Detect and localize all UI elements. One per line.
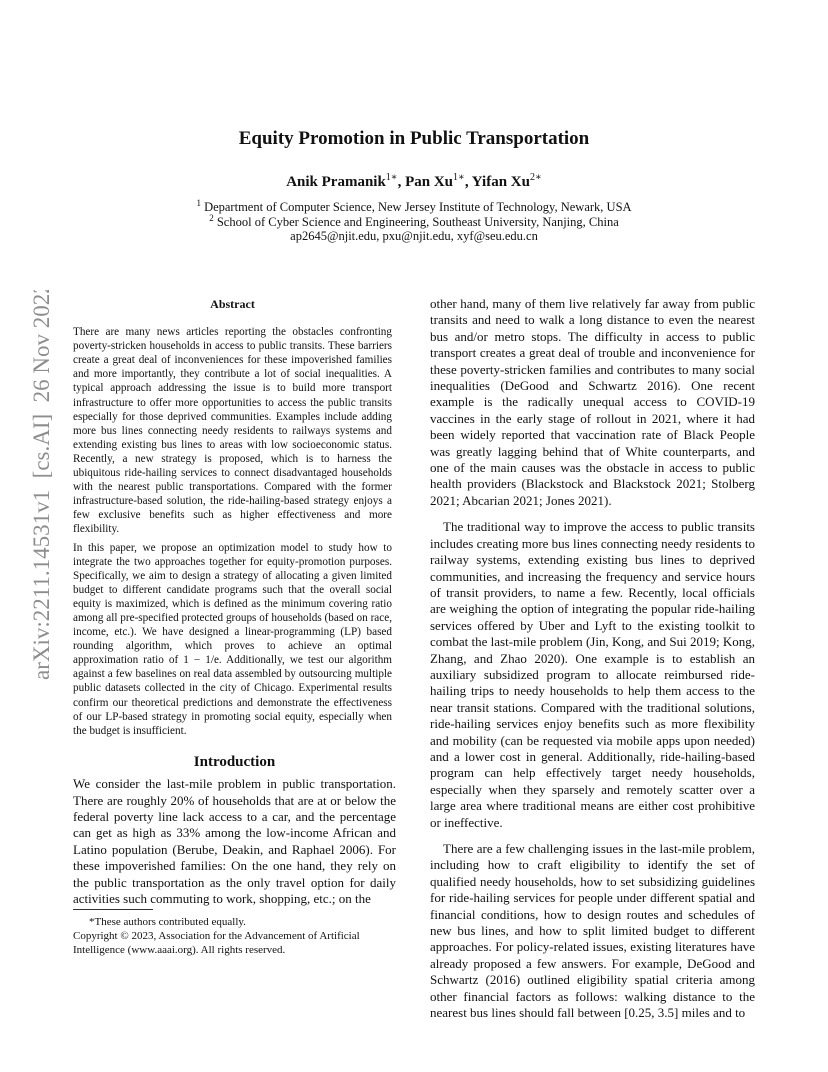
- body-paragraph: The traditional way to improve the access to public transits includes creating more bus lines connecting needy residents to railway systems, extending existing bus lines to deprived communities, and increasing the frequency and service hours of transit providers, to name a few. Recently, local officials are weighing the option of integrating the popular ride-hailing services offered by Uber and Lyft to the existing toolkit to combat the last-mile problem (Jin, Kong, and Sui 2019; Kong, Zhang, and Zhao 2020). One example is to establish an auxiliary subsidized program to allocate reimbursed ride-hailing trips to needy households to help them access to the near transit stations. Compared with the traditional solutions, ride-hailing services enjoy benefits such as more flexibility and mobility (can be requested via mobile apps upon needed) and a lower cost in general. Additionally, ride-hailing-based program can help effectively target needy households, especially when they sparsely and remotely scatter over a large area where traditional means are either cost prohibitive or ineffective.: [430, 519, 755, 830]
- author-marker: 1∗: [453, 172, 465, 183]
- author-marker: 1∗: [385, 172, 398, 183]
- affiliation-text: School of Cyber Science and Engineering, Southeast University, Nanjing, China: [216, 215, 619, 230]
- author-name: Yifan Xu: [471, 174, 530, 190]
- abstract-paragraph: There are many news articles reporting the obstacles confronting poverty-stricken households in access to public transits. These barriers create a great deal of inconveniences for these impoverished families and more importantly, they contribute a lot of social inequalities. A typical approach addressing the issue is to build more transport infrastructure to offer more opportunities to access the public transits especially for those deprived communities. Examples include adding more bus lines connecting needy residents to railways systems and extending existing bus lines to areas with low socioeconomic status. Recently, a new strategy is proposed, which is to harness the ubiquitous ride-hailing services to connect disadvantaged households with the nearest public transportations. Compared with the former infrastructure-based solution, the ride-hailing-based strategy enjoys a few exclusive benefits such as higher effectiveness and more flexibility.: [73, 326, 392, 536]
- paper-title: Equity Promotion in Public Transportation: [238, 128, 590, 149]
- affiliation-marker: 2: [209, 213, 214, 223]
- abstract-heading: Abstract: [210, 297, 255, 311]
- arxiv-stamp-text: arXiv:2211.14531v1 [cs.AI] 26 Nov 2022: [29, 290, 54, 680]
- author-name: Pan Xu: [405, 174, 454, 190]
- arxiv-identifier-stamp: [22, 290, 72, 680]
- author-name: Anik Pramanik: [286, 174, 386, 190]
- abstract-section: [73, 297, 396, 738]
- affiliation-marker: 1: [196, 198, 201, 208]
- author-list: Anik Pramanik$^{1∗}$, Pan $Xu^{1∗}$, Yifan $Xu^{2∗}$: [286, 172, 542, 190]
- author-emails: ap2645@njit.edu, pxu@njit.edu, xyf@seu.edu.cn: [290, 229, 538, 243]
- footnote-copyright: Copyright © 2023, Association for the Advancement of Artificial Intelligence (www.aaai.org). All rights reserved.: [73, 930, 360, 956]
- introduction-section: [73, 754, 396, 908]
- right-column: [430, 296, 755, 1021]
- body-paragraph: other hand, many of them live relatively far away from public transits and need to walk a long distance to even the nearest bus and/or metro stops. The difficulty in access to public transport creates a great deal of trouble and inconvenience for these poverty-stricken families and contributes to many social inequalities (DeGood and Schwartz 2016). One recent example is the radically unequal access to COVID-19 vaccines in the early stage of rollout in 2021, where it had been widely reported that vaccination rate of Black People was greatly lagging behind that of White counterparts, and one of the main causes was the obstacle in access to public health providers (Blackstock and Blackstock 2021; Stolberg 2021; Abcarian 2021; Jones 2021).: [430, 296, 755, 508]
- left-column: [73, 297, 396, 907]
- footnote-divider: [73, 909, 153, 910]
- footnote-equal-contribution: *These authors contributed equally.: [89, 916, 246, 928]
- affiliation-text: Department of Computer Science, New Jersey Institute of Technology, Newark, USA: [204, 200, 632, 215]
- body-paragraph: There are a few challenging issues in the last-mile problem, including how to craft eligibility to identify the set of qualified needy households, how to set subsidizing guidelines for ride-hailing services for people under different spatial and financial conditions, how to design routes and schedules of new bus lines, and how to split limited budget to different approaches. For policy-related issues, existing literatures have already proposed a few answers. For example, DeGood and Schwartz (2016) outlined eligibility spatial criteria among other financial factors as follows: walking distance to the nearest bus lines should fall between [0.25, 3.5] miles and to: [430, 841, 755, 1021]
- author-marker: 2∗: [530, 172, 542, 183]
- introduction-paragraph: We consider the last-mile problem in public transportation. There are roughly 20% of households that are at or below the federal poverty line lack access to a car, and the percentage can get as high as 33% among the low-income African and Latino population (Berube, Deakin, and Raphael 2006). For these impoverished families: On the one hand, they rely on the public transportation as the only travel option for daily activities such commuting to work, shopping, etc.; on the: [73, 776, 396, 907]
- affiliation-2: [0, 213, 828, 230]
- abstract-paragraph: In this paper, we propose an optimization model to study how to integrate the two approaches together for equity-promotion purposes. Specifically, we aim to design a strategy of allocating a given limited budget to different candidate programs such that the overall social equity is maximized, which is defined as the minimum covering ratio among all pre-specified protected groups of households (based on race, income, etc.). We have designed a linear-programming (LP) based rounding algorithm, which proves to achieve an optimal approximation ratio of 1 − 1/e. Additionally, we test our algorithm against a few baselines on real data assembled by outsourcing multiple public datasets collected in the city of Chicago. Experimental results confirm our theoretical predictions and demonstrate the effectiveness of our LP-based strategy in promoting social equity, especially when the budget is insufficient.: [73, 541, 392, 737]
- footnotes: [73, 909, 396, 957]
- introduction-heading: Introduction: [193, 753, 276, 770]
